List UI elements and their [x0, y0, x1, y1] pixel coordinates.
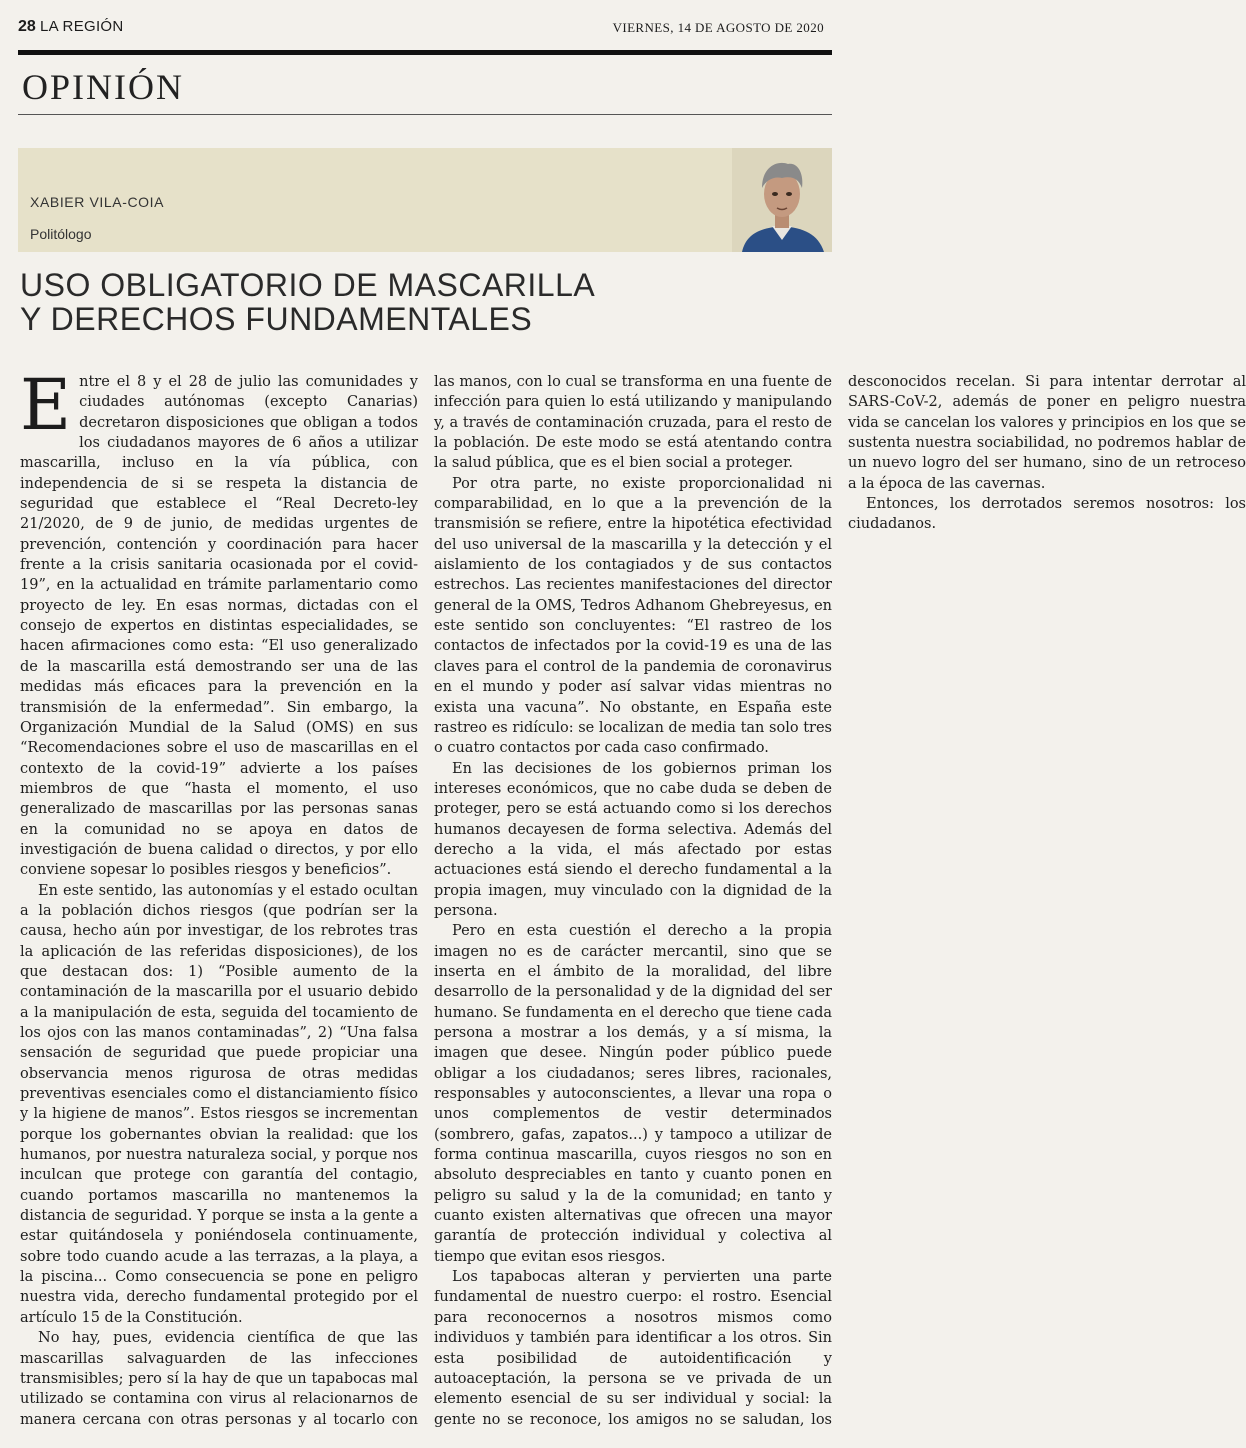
headline-line-2: Y DERECHOS FUNDAMENTALES [20, 301, 533, 337]
article-body [20, 364, 1246, 1432]
body-paragraph: Pero en esta cuestión el derecho a la propia imagen no es de carácter mercantil, sino que se inserta en el ámbito de la moralidad, del libre desarrollo de la personalidad y de la dignidad del ser humano. Se fundamenta en el derecho que tiene cada persona a mostrar a los demás, y a sí misma, la imagen que desee. Ningún poder público puede obligar a los ciudadanos; seres libres, racionales, responsables y autoconscientes, a llevar una ropa o unos complementos de vestir determinados (sombrero, gafas, zapatos...) y tampoco a utilizar de forma continua mascarilla, cuyos riesgos no son en absoluto despreciables en tanto y cuanto ponen en peligro su salud y la de la comunidad; en tanto y cuanto existen alternativas que ofrecen una mayor garantía de protección individual y colectiva al tiempo que evitan esos riesgos. [434, 923, 832, 1265]
body-paragraph: Por otra parte, no existe proporcionalidad ni comparabilidad, en lo que a la prevención de la transmisión se refiere, entre la hipotética efectividad del uso universal de la mascarilla y la detección y el aislamiento de los contagiados y de sus contactos estrechos. Las recientes manifestaciones del director general de la OMS, Tedros Adhanom Ghebreyesus, en este sentido son concluyentes: “El rastreo de los contactos de infectados por la covid-19 es una de las claves para el control de la pandemia de coronavirus en el mundo y poder así salvar vidas mientras no exista una vacuna”. No obstante, en España este rastreo es ridículo: se localizan de media tan solo tres o cuatro contactos por cada caso confirmado. [434, 475, 832, 757]
body-paragraph: No hay, pues, evidencia científica de que las mascarillas salvaguarden de las infecciones transmisibles; pero sí la hay de que un tapabocas mal utilizado se contamina con virus al relacionarnos de manera cercana con otras personas y al tocarlo con las manos, con lo cual se transforma en una fuente de infección para quien lo está utilizando y manipulando y, a través de contaminación cruzada, para el resto de la población. De este modo se está atentando contra la salud pública, que es el bien social a proteger. [20, 374, 832, 1428]
section-title: OPINIÓN [22, 67, 184, 107]
article-headline [20, 268, 820, 336]
section-rule [18, 114, 832, 115]
publication-name: LA REGIÓN [39, 18, 124, 35]
author-box [18, 148, 832, 252]
body-paragraph: En este sentido, las autonomías y el estado ocultan a la población dichos riesgos (que podrían ser la causa, hecho aún por investigar, de los rebrotes tras la aplicación de las referidas disposiciones), de los que destacan dos: 1) “Posible aumento de la contaminación de la mascarilla por el usuario debido a la manipulación de esta, seguida del tocamiento de los ojos con las manos contaminadas”, 2) “Una falsa sensación de seguridad que puede propiciar una observancia menos rigurosa de otras medidas preventivas esenciales como el distanciamiento físico y la higiene de manos”. Estos riesgos se incrementan porque los gobernantes obvian la realidad: que los humanos, por nuestra naturaleza social, y porque nos inculcan que protege con garantía del contagio, cuando portamos mascarilla no mantenemos la distancia de seguridad. Y porque se insta a la gente a estar quitándosela y poniéndosela continuamente, sobre todo cuando acude a las terrazas, a la playa, a la piscina... Como consecuencia se pone en peligro nuestra vida, derecho fundamental protegido por el artículo 15 de la Constitución. [20, 882, 418, 1326]
body-paragraph [20, 364, 418, 881]
author-role: Politólogo [30, 226, 92, 242]
body-paragraph: En las decisiones de los gobiernos priman los intereses económicos, que no cabe duda se deben de proteger, pero se está actuando como si los derechos humanos decayesen de forma selectiva. Además del derecho a la vida, el más afectado por estas actuaciones está siendo el derecho fundamental a la propia imagen, muy vinculado con la dignidad de la persona. [434, 760, 832, 919]
headline-line-1: USO OBLIGATORIO DE MASCARILLA [20, 267, 596, 303]
header-rule [18, 50, 832, 55]
issue-date: VIERNES, 14 DE AGOSTO DE 2020 [612, 20, 824, 35]
body-paragraph-text: ntre el 8 y el 28 de julio las comunidades y ciudades autónomas (excepto Canarias) decretaron disposiciones que obligan a todos los ciudadanos mayores de 6 años a utilizar mascarilla, incluso en la vía pública, con independencia de si se respeta la distancia de seguridad que establece el “Real Decreto-ley 21/2020, de 9 de junio, de medidas urgentes de prevención, contención y coordinación para hacer frente a la crisis sanitaria ocasionada por el covid-19”, en la actualidad en trámite parlamentario como proyecto de ley. En esas normas, dictadas con el consejo de expertos en distintas especialidades, se hacen afirmaciones como esta: “El uso generalizado de la mascarilla está demostrando ser una de las medidas más eficaces para la prevención en la transmisión de la enfermedad”. Sin embargo, la Organización Mundial de la Salud (OMS) en sus “Recomendaciones sobre el uso de mascarillas en el contexto de la covid-19” advierte a los países miembros de que “hasta el momento, el uso generalizado de mascarillas por las personas sanas en la comunidad no se apoya en datos de investigación de buena calidad o directos, y por ello conviene sopesar lo posibles riesgos y beneficios”. [20, 374, 418, 879]
masthead [18, 18, 832, 44]
drop-cap: E [20, 364, 72, 446]
author-photo [732, 148, 832, 252]
body-paragraph: Los tapabocas alteran y pervierten una parte fundamental de nuestro cuerpo: el rostro. Esencial para reconocernos a nosotros mismos como individuos y también para identificar a los otros. Sin esta posibilidad de autoidentificación y autoaceptación, la persona se ve privada de un elemento esencial de su ser individual y social: la gente no se reconoce, los amigos no se saludan, los desconocidos recelan. Si para intentar derrotar al SARS-CoV-2, además de poner en peligro nuestra vida se cancelan los valores y principios en los que se sustenta nuestra sociabilidad, no podremos hablar de un nuevo logro del ser humano, sino de un retroceso a la época de las cavernas. [434, 374, 1246, 1428]
body-paragraph: Entonces, los derrotados seremos nosotros: los ciudadanos. [848, 496, 1246, 533]
page-number: 28 [18, 18, 36, 35]
author-name: XABIER VILA-COIA [30, 194, 165, 210]
